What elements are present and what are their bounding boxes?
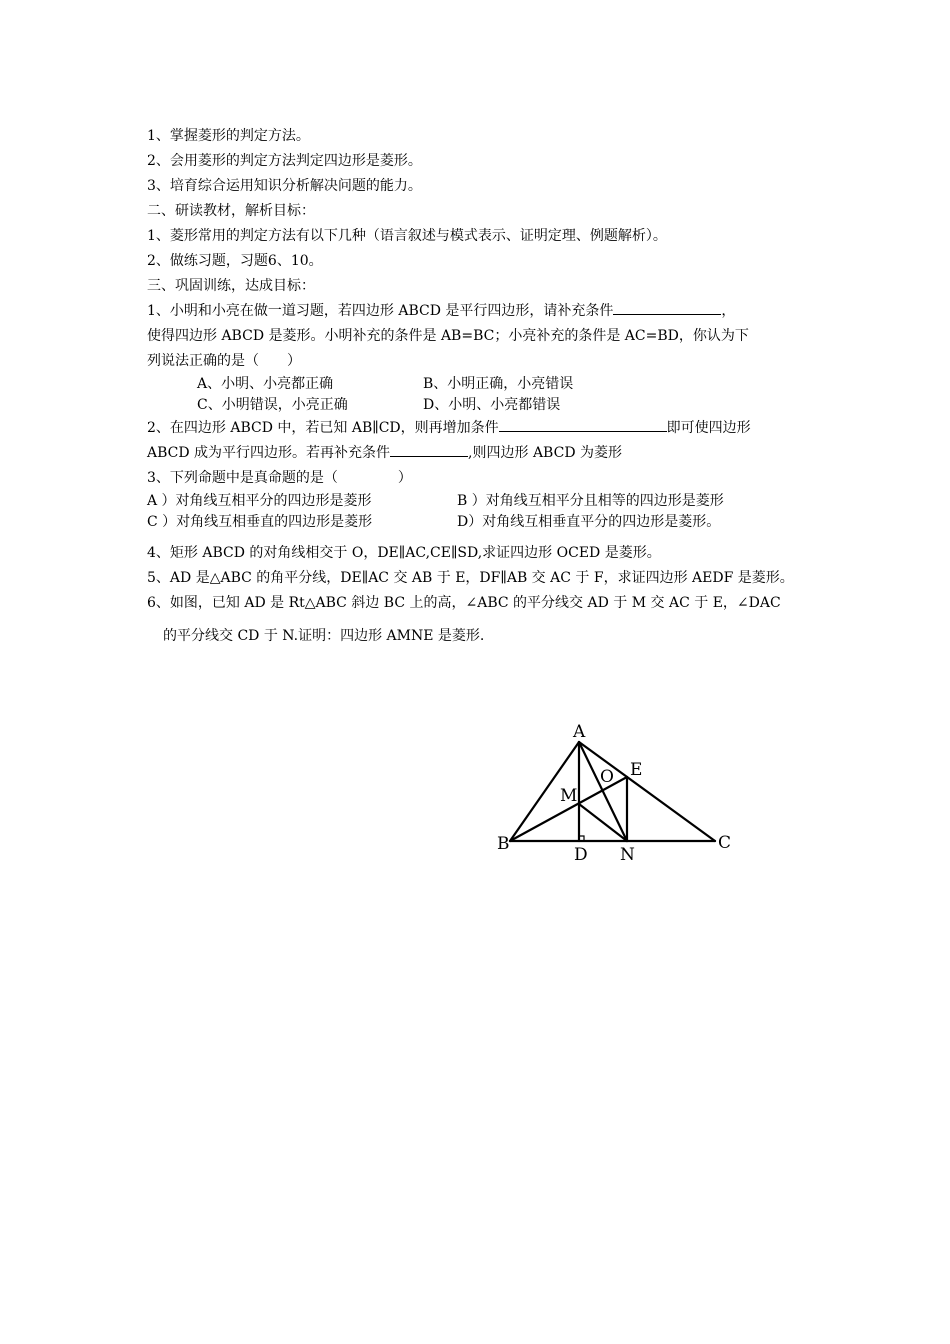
- question-1-comma: ，: [721, 303, 736, 319]
- question-2-text-3: ABCD 成为平行四边形。若再补充条件: [147, 445, 391, 461]
- question-2-blank-1[interactable]: [499, 416, 667, 432]
- question-6-line-2: 的平分线交 CD 于 N.证明：四边形 AMNE 是菱形.: [163, 628, 485, 644]
- question-3-option-b: B ）对角线互相平分且相等的四边形是菱形: [457, 493, 724, 509]
- question-3-options-row-2: [147, 512, 827, 533]
- question-1-close-paren: ）: [287, 353, 301, 369]
- objective-3: 3、培育综合运用知识分析解决问题的能力。: [147, 178, 422, 194]
- question-1-options-row-2: [147, 395, 827, 416]
- question-3-close-paren: ）: [397, 470, 412, 486]
- section-3-heading: 三、巩固训练，达成目标：: [147, 278, 315, 294]
- question-5: 5、AD 是△ABC 的角平分线，DE∥AC 交 AB 于 E，DF∥AB 交 AC 于 F，求证四边形 AEDF 是菱形。: [147, 570, 794, 586]
- worksheet-text: [147, 124, 827, 649]
- question-3-option-c: C ）对角线互相垂直的四边形是菱形: [147, 514, 373, 530]
- label-a: A: [573, 722, 586, 742]
- question-1-option-d: D、小明、小亮都错误: [423, 397, 561, 413]
- question-1-prompt: 列说法正确的是（: [147, 353, 259, 369]
- triangle-diagram: [490, 715, 750, 875]
- section-2-item-1: 1、菱形常用的判定方法有以下几种（语言叙述与模式表示、证明定理、例题解析）。: [147, 228, 667, 244]
- label-o: O: [600, 767, 614, 787]
- segment-mn: [579, 804, 627, 841]
- question-3-options-row-1: [147, 491, 827, 512]
- question-3-option-d: D）对角线互相垂直平分的四边形是菱形。: [457, 514, 721, 530]
- label-d: D: [574, 845, 588, 865]
- segment-an: [579, 742, 627, 841]
- section-2-item-2: 2、做练习题，习题6、10。: [147, 253, 323, 269]
- question-3-option-a: A ）对角线互相平分的四边形是菱形: [147, 493, 372, 509]
- label-e: E: [630, 760, 643, 780]
- question-2-text-2: 即可使四边形: [666, 420, 751, 436]
- question-1-line-1: [147, 299, 827, 324]
- label-c: C: [718, 833, 732, 853]
- question-2-line-2: [147, 441, 827, 466]
- question-4: 4、矩形 ABCD 的对角线相交于 O，DE∥AC,CE∥SD,求证四边形 OCED 是菱形。: [147, 545, 661, 561]
- label-b: B: [497, 834, 510, 854]
- question-1-line-3: [147, 349, 827, 374]
- question-2-text-1: 2、在四边形 ABCD 中，若已知 AB∥CD，则再增加条件: [147, 420, 499, 436]
- objective-1: 1、掌握菱形的判定方法。: [147, 128, 310, 144]
- question-3-stem: [147, 466, 827, 491]
- label-n: N: [620, 845, 635, 865]
- question-1-option-c: C、小明错误，小亮正确: [197, 397, 348, 413]
- label-m: M: [560, 786, 578, 806]
- geometry-figure: [490, 715, 750, 875]
- question-1-option-a: A、小明、小亮都正确: [197, 376, 334, 392]
- question-1-options-row-1: [147, 374, 827, 395]
- objective-2: 2、会用菱形的判定方法判定四边形是菱形。: [147, 153, 422, 169]
- question-1-option-b: B、小明正确，小亮错误: [423, 376, 574, 392]
- question-1-line-2: 使得四边形 ABCD 是菱形。小明补充的条件是 AB=BC；小亮补充的条件是 AC=BD，你认为下: [147, 328, 749, 344]
- question-1-text: 1、小明和小亮在做一道习题，若四边形 ABCD 是平行四边形，请补充条件: [147, 303, 614, 319]
- section-2-heading: 二、研读教材，解析目标：: [147, 203, 315, 219]
- question-2-line-1: [147, 416, 827, 441]
- question-6-line-1: 6、如图，已知 AD 是 Rt△ABC 斜边 BC 上的高，∠ABC 的平分线交 AD 于 M 交 AC 于 E，∠DAC: [147, 595, 781, 611]
- question-2-text-4: ,则四边形 ABCD 为菱形: [468, 445, 622, 461]
- question-1-blank[interactable]: [613, 299, 721, 315]
- question-2-blank-2[interactable]: [390, 441, 468, 457]
- question-3-text: 3、下列命题中是真命题的是（: [147, 470, 338, 486]
